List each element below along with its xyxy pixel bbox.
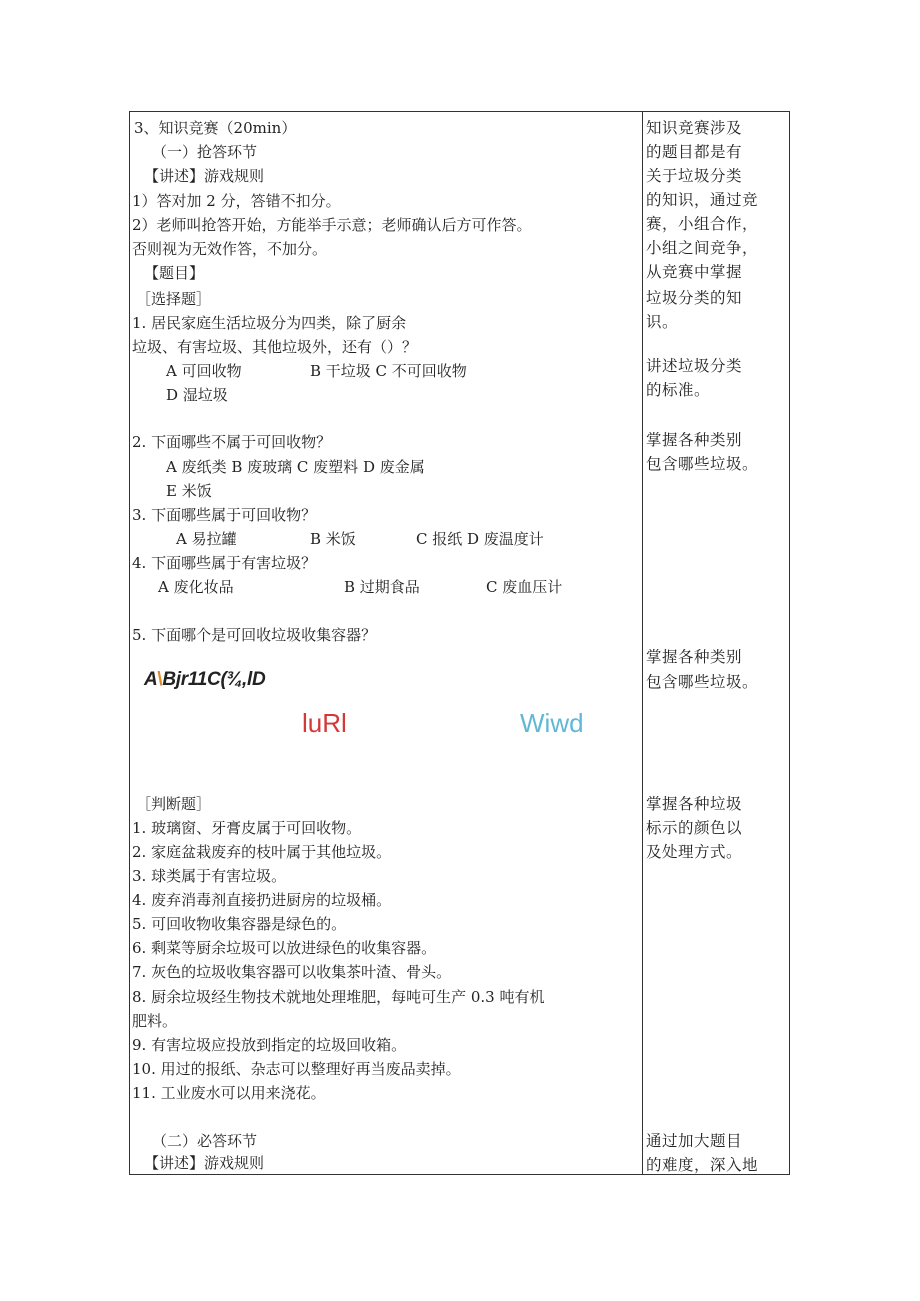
judge-line: 5. 可回收物收集容器是绿色的。	[132, 915, 347, 933]
option-line: D 湿垃圾	[166, 386, 228, 404]
option-line: A 易拉罐	[176, 530, 237, 548]
judge-line: 10. 用过的报纸、杂志可以整理好再当废品卖掉。	[132, 1060, 461, 1078]
note-line: 掌握各种垃圾	[646, 795, 743, 813]
choice-heading: ［选择题］	[136, 290, 212, 308]
bin-label-b: Bjr11	[162, 669, 208, 690]
note-line: 垃圾分类的知	[646, 289, 743, 307]
column-divider	[642, 112, 643, 1174]
option-line: B 过期食品	[344, 578, 420, 596]
question-line: 2. 下面哪些不属于可回收物？	[132, 433, 332, 451]
note-line: 标示的颜色以	[646, 819, 743, 837]
note-line: 掌握各种类别	[646, 648, 743, 666]
judge-line: 7. 灰色的垃圾收集容器可以收集茶叶渣、骨头。	[132, 963, 452, 981]
note-line: 关于垃圾分类	[646, 167, 743, 185]
option-line: E 米饭	[166, 482, 212, 500]
bin-slash: \	[157, 669, 163, 690]
rule-line: 1）答对加 2 分，答错不扣分。	[132, 192, 341, 210]
section-title: 3、知识竞赛（20min）	[134, 119, 297, 137]
bin-label-a: A	[144, 669, 158, 690]
note-line: 的标准。	[646, 381, 711, 399]
note-line: 包含哪些垃圾。	[646, 455, 759, 473]
option-line: B 干垃圾 C 不可回收物	[310, 362, 467, 380]
option-line: C 报纸 D 废温度计	[416, 530, 544, 548]
note-line: 从竞赛中掌握	[646, 263, 743, 281]
judge-line: 肥料。	[132, 1012, 178, 1030]
option-line: B 米饭	[310, 530, 356, 548]
judge-line: 8. 厨余垃圾经生物技术就地处理堆肥，每吨可生产 0.3 吨有机	[132, 988, 545, 1006]
judge-line: 9. 有害垃圾应投放到指定的垃圾回收箱。	[132, 1036, 407, 1054]
questions-heading: 【题目】	[144, 264, 205, 282]
note-line: 的题目都是有	[646, 143, 743, 161]
note-line: 小组之间竞争，	[646, 239, 759, 257]
judge-line: 3. 球类属于有害垃圾。	[132, 867, 287, 885]
note-line: 掌握各种类别	[646, 431, 743, 449]
note-line: 通过加大题目	[646, 1132, 743, 1150]
bin-fragment-blue: Wiwd	[520, 708, 584, 738]
note-line: 讲述垃圾分类	[646, 357, 743, 375]
question-line: 垃圾、有害垃圾、其他垃圾外，还有（）？	[132, 338, 418, 356]
judge-line: 4. 废弃消毒剂直接扔进厨房的垃圾桶。	[132, 891, 392, 909]
note-line: 的知识，通过竞	[646, 191, 759, 209]
rule-line: 否则视为无效作答，不加分。	[132, 240, 328, 258]
note-line: 包含哪些垃圾。	[646, 673, 759, 691]
option-line: A 废纸类 B 废玻璃 C 废塑料 D 废金属	[166, 458, 425, 476]
question-line: 4. 下面哪些属于有害垃圾？	[132, 554, 317, 572]
lesson-plan-table	[129, 111, 790, 1175]
rules-heading: 【讲述】游戏规则	[144, 167, 265, 185]
section-heading: （一）抢答环节	[152, 143, 258, 161]
section-heading: （二）必答环节	[152, 1132, 258, 1150]
rules-heading: 【讲述】游戏规则	[144, 1154, 265, 1172]
question-line: 5. 下面哪个是可回收垃圾收集容器？	[132, 626, 377, 644]
question-line: 3. 下面哪些属于可回收物？	[132, 506, 317, 524]
question-line: 1. 居民家庭生活垃圾分为四类，除了厨余	[132, 314, 407, 332]
option-line: A 可回收物	[166, 362, 242, 380]
note-line: 及处理方式。	[646, 843, 743, 861]
judge-line: 11. 工业废水可以用来浇花。	[132, 1084, 326, 1102]
judge-line: 1. 玻璃窗、牙膏皮属于可回收物。	[132, 819, 362, 837]
note-line: 赛，小组合作，	[646, 215, 759, 233]
judge-line: 2. 家庭盆栽废弃的枝叶属于其他垃圾。	[132, 843, 392, 861]
note-line: 识。	[646, 313, 679, 331]
note-line: 知识竞赛涉及	[646, 119, 743, 137]
bin-fragment-red: luRl	[302, 708, 347, 738]
option-line: C 废血压计	[486, 578, 563, 596]
judge-line: 6. 剩菜等厨余垃圾可以放进绿色的收集容器。	[132, 939, 437, 957]
option-line: A 废化妆品	[158, 578, 234, 596]
note-line: 的难度，深入地	[646, 1156, 759, 1174]
bin-label-rest: C(¾,lD	[207, 669, 266, 690]
judge-heading: ［判断题］	[136, 795, 212, 813]
bin-options-image	[144, 669, 265, 691]
rule-line: 2）老师叫抢答开始，方能举手示意；老师确认后方可作答。	[132, 216, 532, 234]
